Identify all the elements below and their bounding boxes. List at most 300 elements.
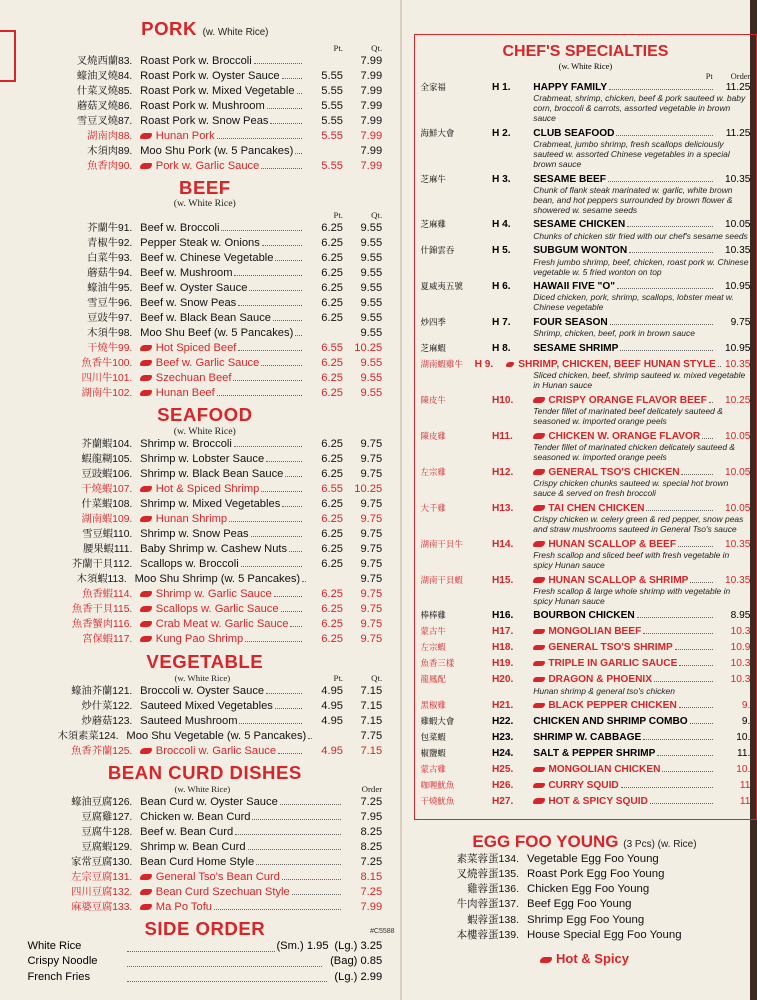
chinese-name: 魚香三樣 [420,658,455,669]
chinese-name: 陳皮雞 [420,430,446,441]
seafood-title: SEAFOOD [157,403,253,425]
leader-dots [127,954,322,966]
price-pint: 6.25 [321,498,343,511]
item-name: CHICKEN AND SHRIMP COMBO [533,716,688,728]
item-name: Roast Pork w. Mixed Vegetable [140,84,295,97]
price-quart: 9.55 [360,327,383,340]
item-code: H 5. [491,245,511,257]
item-name: Shrimp w. Lobster Sauce [140,453,265,466]
chinese-name: 芝麻雞 [420,219,446,230]
specialty-item [421,574,751,607]
leader-dots [245,641,302,642]
chinese-name: 湖南蝦雞牛 [420,359,463,370]
chili-pepper-icon [533,433,544,439]
price-pint: 6.25 [321,453,343,466]
price-quart: 9.75 [360,603,383,616]
price: 10.35 [724,359,751,371]
item-name: Chicken w. Bean Curd [140,810,251,823]
price-pint: 6.25 [321,468,343,481]
chinese-name: 家常豆腐130. [71,856,133,868]
price: 10.95 [724,343,751,355]
chinese-name: 四川豆腐132. [71,886,133,898]
leader-dots [646,510,712,511]
item-code: H14. [491,538,514,550]
chinese-name: 木須蝦113. [76,574,127,586]
menu-item [27,527,382,542]
price-pint: 6.55 [321,342,343,355]
specialty-item [421,795,751,808]
menu-item [27,114,382,129]
chinese-name: 咖喱魷魚 [420,780,455,791]
chili-pepper-icon [533,645,544,651]
chinese-name: 魚香牛100. [81,358,133,370]
chili-pepper-icon [533,703,544,709]
price-pint: 5.55 [321,129,343,142]
specialty-item [421,657,751,670]
leader-dots [662,771,712,772]
specialty-item [421,81,751,124]
size-price: (Sm.) 1.95 [276,940,329,953]
specialty-item [421,316,751,339]
chinese-name: 本樓蓉蛋139. [456,929,519,942]
chinese-name: 湖南肉88. [87,130,133,142]
item-name: Bean Curd Home Style [140,855,255,868]
leader-dots [643,739,713,740]
price-quart: 7.99 [360,84,383,97]
item-name: Shrimp Egg Foo Young [527,913,645,926]
chinese-name: 蠔油牛95. [87,283,133,295]
chinese-name: 豆豉蝦106. [81,469,133,481]
menu-item [27,855,382,870]
item-code: H19. [491,658,514,670]
menu-item [27,714,382,729]
menu-item [27,437,382,452]
leader-dots [214,909,341,910]
price: 10.35 [724,538,751,550]
price-pint: 5.55 [321,114,343,127]
price-quart: 7.75 [360,729,383,742]
item-name: Beef Egg Foo Young [527,898,632,911]
beancurd-title: BEAN CURD DISHES [107,762,302,784]
item-name: SALT & PEPPER SHRIMP [533,748,656,760]
item-name: SESAME BEEF [533,173,606,185]
chinese-name: 雞蓉蛋136. [467,883,519,896]
leader-dots [610,324,713,325]
item-description: Crabmeat, jumbo shrimp, fresh scallops deliciously sauteed w. assorted Chinese vegetables in a special brown sauce [533,138,730,169]
item-name: Beef w. Oyster Sauce [140,282,248,295]
leader-dots [266,693,302,694]
price-pint: 6.25 [321,558,343,571]
menu-fold [400,0,402,1000]
specialty-row [421,502,751,515]
menu-item [27,129,382,144]
chinese-name: 雞蝦大會 [420,716,455,727]
leader-dots [261,365,302,366]
item-name: Moo Shu Shrimp (w. 5 Pancakes) [134,573,301,586]
specialty-item [421,218,751,241]
price-quart: 7.99 [360,99,383,112]
beef-section [27,177,382,401]
price: 8.95 [730,610,751,622]
leader-dots [679,665,713,666]
price-quart: 7.15 [360,699,383,712]
chili-pepper-icon [506,362,515,368]
specialty-item [421,342,751,355]
item-name: SUBGUM WONTON [533,245,628,257]
price-order: 8.25 [360,840,383,853]
side-item [27,939,382,954]
item-name: Shrimp w. Snow Peas [140,528,249,541]
beef-list [27,221,382,401]
leader-dots [266,461,302,462]
chili-pepper-icon [140,163,152,169]
price: 11. [737,748,751,760]
item-name: Beef w. Garlic Sauce [155,357,260,370]
price-quart: 9.75 [360,438,383,451]
chili-pepper-icon [533,629,544,635]
leader-dots [297,93,302,94]
price-quart: 9.55 [360,267,383,280]
item-name: Pepper Steak w. Onions [140,237,260,250]
item-code: H23. [491,732,514,744]
item-name: Roast Pork Egg Foo Young [527,867,665,880]
item-description: Sliced chicken, beef, shrimp sauteed w. mixed vegetable in Hunan sauce [533,370,746,391]
price: 10.05 [724,502,751,514]
chinese-name: 什菜叉燒85. [76,85,133,97]
egg-foo-young-list [412,852,757,944]
pork-title: PORK [141,17,197,39]
price: 9. [741,716,751,728]
item-name: Beef w. Bean Curd [140,825,234,838]
chili-pepper-icon [140,606,152,612]
price: 10.3 [730,626,751,638]
chili-pepper-icon [140,621,152,627]
chinese-name: 豆腐蝦129. [81,841,133,853]
chili-pepper-icon [140,360,152,366]
price: 11.25 [725,81,751,93]
price-order: 7.25 [360,855,383,868]
item-name: Roast Pork w. Broccoli [140,54,252,67]
chinese-name: 炒四季 [420,317,446,328]
item-name: Shrimp w. Mixed Vegetables [140,498,281,511]
item-name: MONGOLIAN CHICKEN [548,764,661,776]
leader-dots [241,566,302,567]
price-pint: 6.25 [321,252,343,265]
item-name: Kung Pao Shrimp [155,633,244,646]
item-description: Shrimp, chicken, beef, pork in brown sauce [533,328,695,339]
leader-dots [609,89,713,90]
chili-pepper-icon [140,889,152,895]
item-name: Bean Curd w. Oyster Sauce [140,795,278,808]
specialty-item [421,673,751,696]
item-description: Chunk of flank steak marinated w. garlic, white brown bean, and hot peppers surrounded by brown flower & showered w. sesame seeds [533,184,733,215]
beancurd-list [27,795,382,915]
item-code: H 8. [491,343,511,355]
leader-dots [654,681,713,682]
item-name: GENERAL TSO'S CHICKEN [548,466,680,478]
chinese-name: 包菜蝦 [420,732,446,743]
leader-dots [256,864,341,865]
price-pint: 6.25 [321,543,343,556]
specialty-row [421,699,751,712]
chef-subtitle: (w. White Rice) [558,60,613,71]
price-pint: 6.25 [321,603,343,616]
item-code: H15. [491,574,514,586]
chinese-name: 陳皮牛 [420,395,446,406]
menu-item [27,684,382,699]
chinese-name: 炒什菜122. [81,700,133,712]
chili-pepper-icon [533,541,544,547]
item-code: H 6. [491,281,511,293]
menu-item [27,281,382,296]
specialty-row [421,779,751,792]
left-column [27,18,382,985]
item-name: HUNAN SCALLOP & SHRIMP [548,574,689,586]
leader-dots [278,753,302,754]
specialty-item [421,127,751,170]
leader-dots [248,849,342,850]
menu-item [27,311,382,326]
item-code: H27. [491,796,514,808]
price-quart: 7.99 [360,144,383,157]
leader-dots [262,245,302,246]
item-name: TAI CHEN CHICKEN [548,502,645,514]
pork-list [27,54,382,174]
leader-dots [302,581,306,582]
price-quart: 9.75 [360,633,383,646]
item-name: CURRY SQUID [548,780,619,792]
item-name: Beef w. Chinese Vegetable [140,252,274,265]
menu-item [27,326,382,341]
specialty-item [421,641,751,654]
item-name: Scallops w. Broccoli [140,558,239,571]
specialty-row [421,673,751,686]
specialty-item [421,173,751,216]
specialty-item [421,779,751,792]
item-name: HUNAN SCALLOP & BEEF [548,538,677,550]
leader-dots [238,350,302,351]
chinese-name: 牛肉蓉蛋137. [456,898,519,911]
menu-item [412,928,757,943]
price: 10.05 [724,219,751,231]
leader-dots [282,506,302,507]
price: 10.35 [724,574,751,586]
item-name: Vegetable Egg Foo Young [527,852,659,865]
item-code: H 7. [491,317,511,329]
chef-title: CHEF'S SPECIALTIES [502,42,669,60]
item-name: White Rice [27,940,82,953]
item-name: TRIPLE IN GARLIC SAUCE [548,658,678,670]
menu-item [412,897,757,912]
pork-subtitle: (w. White Rice) [202,26,269,38]
price-pint: 5.55 [321,84,343,97]
price: 10.35 [724,245,751,257]
leader-dots [281,611,302,612]
chinese-name: 什菜蝦108. [81,499,133,511]
item-code: H20. [491,674,514,686]
item-name: DRAGON & PHOENIX [548,674,652,686]
menu-item [27,602,382,617]
price-pint: 6.25 [321,438,343,451]
menu-item [27,512,382,527]
specialty-row [421,795,751,808]
item-name: CRISPY ORANGE FLAVOR BEEF [548,395,707,407]
chili-pepper-icon [533,397,544,403]
specialty-row [421,173,751,186]
menu-item [27,144,382,159]
specialty-item [421,715,751,728]
beef-title: BEEF [179,176,231,198]
specialty-row [421,244,751,257]
chinese-name: 腰果蝦111. [82,544,133,556]
item-description: Hunan shrimp & general tso's chicken [533,685,675,696]
chinese-name: 魚香蟹肉116. [71,619,133,631]
menu-item [27,572,382,587]
leader-dots [217,395,302,396]
item-code: H13. [491,502,514,514]
specialty-item [421,609,751,622]
leader-dots [621,787,713,788]
price-pint: 6.25 [321,297,343,310]
price-pint: 6.25 [321,387,343,400]
leader-dots [261,168,302,169]
item-code: H16. [491,610,514,622]
leader-dots [261,491,302,492]
item-name: Scallops w. Garlic Sauce [155,603,279,616]
price-pint: 4.95 [321,699,343,712]
seafood-subtitle: (w. White Rice) [173,425,236,437]
menu-item [27,795,382,810]
item-description: Tender fillet of marinated chicken delicately sauteed & seasoned w. imported orange peels [533,442,736,463]
leader-dots [234,446,302,447]
item-name: CLUB SEAFOOD [533,127,615,139]
leader-dots [679,707,713,708]
chinese-name: 蘑菇牛94. [87,268,133,280]
item-description: Fresh scallop and sliced beef with fresh vegetable in spicy Hunan sauce [533,549,730,570]
item-code: H 4. [491,219,511,231]
item-name: BLACK PEPPER CHICKEN [548,700,677,712]
chinese-name: 全家福 [420,81,446,92]
price-pint: 6.25 [321,588,343,601]
price: 10. [736,764,751,776]
menu-item [27,84,382,99]
leader-dots [616,135,712,136]
menu-item [27,159,382,174]
price-quart: 7.15 [360,714,383,727]
leader-dots [270,123,301,124]
leader-dots [274,596,302,597]
specialty-item [421,244,751,277]
item-name: Crab Meat w. Garlic Sauce [155,618,289,631]
price-quart: 9.75 [360,468,383,481]
print-code: #C5588 [370,928,395,935]
menu-item [27,497,382,512]
price: 10.05 [724,430,751,442]
egg-foo-young-title: EGG FOO YOUNG [472,831,619,851]
chinese-name: 四川牛101. [81,373,133,385]
item-code: H 3. [491,173,511,185]
item-name: Roast Pork w. Mushroom [140,99,265,112]
item-name: Shrimp w. Garlic Sauce [155,588,272,601]
specialty-item [421,358,751,391]
leader-dots [249,290,302,291]
menu-item [27,699,382,714]
chili-pepper-icon [540,957,552,963]
item-name: Moo Shu Beef (w. 5 Pancakes) [140,327,294,340]
price-quart: 9.75 [360,543,383,556]
chinese-name: 蝦蓉蛋138. [467,913,519,926]
chili-pepper-icon [140,591,152,597]
item-code: H12. [491,466,514,478]
menu-item [27,810,382,825]
chinese-name: 干燒魷魚 [420,796,455,807]
chinese-name: 魚香干貝115. [71,604,133,616]
price-pint: 6.25 [321,237,343,250]
leader-dots [251,536,302,537]
price-quart: 7.99 [360,159,383,172]
chinese-name: 干燒牛99. [87,343,133,355]
egg-foo-young-subtitle: (3 Pcs) (w. Rice) [623,838,697,850]
price-quart: 9.75 [360,528,383,541]
chili-pepper-icon [140,345,152,351]
leader-dots [709,402,713,403]
price-pint: 5.55 [321,69,343,82]
item-code: H25. [491,764,514,776]
chinese-name: 魚香肉90. [87,160,133,172]
chinese-name: 木須肉89. [87,145,133,157]
leader-dots [238,305,302,306]
chinese-name: 黑椒雞 [420,700,446,711]
price: 9.75 [730,317,751,329]
specialty-row [421,538,751,551]
price-pint: 6.55 [321,483,343,496]
leader-dots [234,275,301,276]
item-name: Beef w. Black Bean Sauce [140,312,271,325]
specialty-row [421,127,751,140]
item-code: H24. [491,748,514,760]
leader-dots [678,546,713,547]
item-name: Hunan Pork [155,129,215,142]
leader-dots [308,738,312,739]
price-quart: 10.25 [354,483,383,496]
menu-item [27,617,382,632]
menu-item [27,870,382,885]
leader-dots [295,335,302,336]
item-name: Broccoli w. Garlic Sauce [155,744,277,757]
price-quart: 10.25 [354,342,383,355]
chili-pepper-icon [533,661,544,667]
price-quart: 9.75 [360,498,383,511]
item-description: Crispy chicken chunks sauteed w. special hot brown sauce & served on fresh broccoli [533,478,729,498]
menu-item [27,266,382,281]
chinese-name: 蝦龍糊105. [81,454,133,466]
item-name: SHRIMP, CHICKEN, BEEF HUNAN STYLE [518,359,716,371]
chinese-name: 芥蘭干貝112. [71,559,133,571]
chinese-name: 素菜蓉蛋134. [456,852,519,865]
chinese-name: 干燒蝦107. [81,484,133,496]
menu-item [27,729,382,744]
vegetable-column-headers: (w. White Rice) Pt. Qt. [174,672,383,683]
leader-dots [637,617,713,618]
specialty-item [421,280,751,313]
side-title: SIDE ORDER [144,917,266,939]
menu-item [412,867,757,882]
menu-item [27,840,382,855]
chili-pepper-icon [140,748,152,754]
vegetable-section [27,651,382,758]
item-name: SHRIMP W. CABBAGE [533,732,642,744]
price-pint: 4.95 [321,684,343,697]
